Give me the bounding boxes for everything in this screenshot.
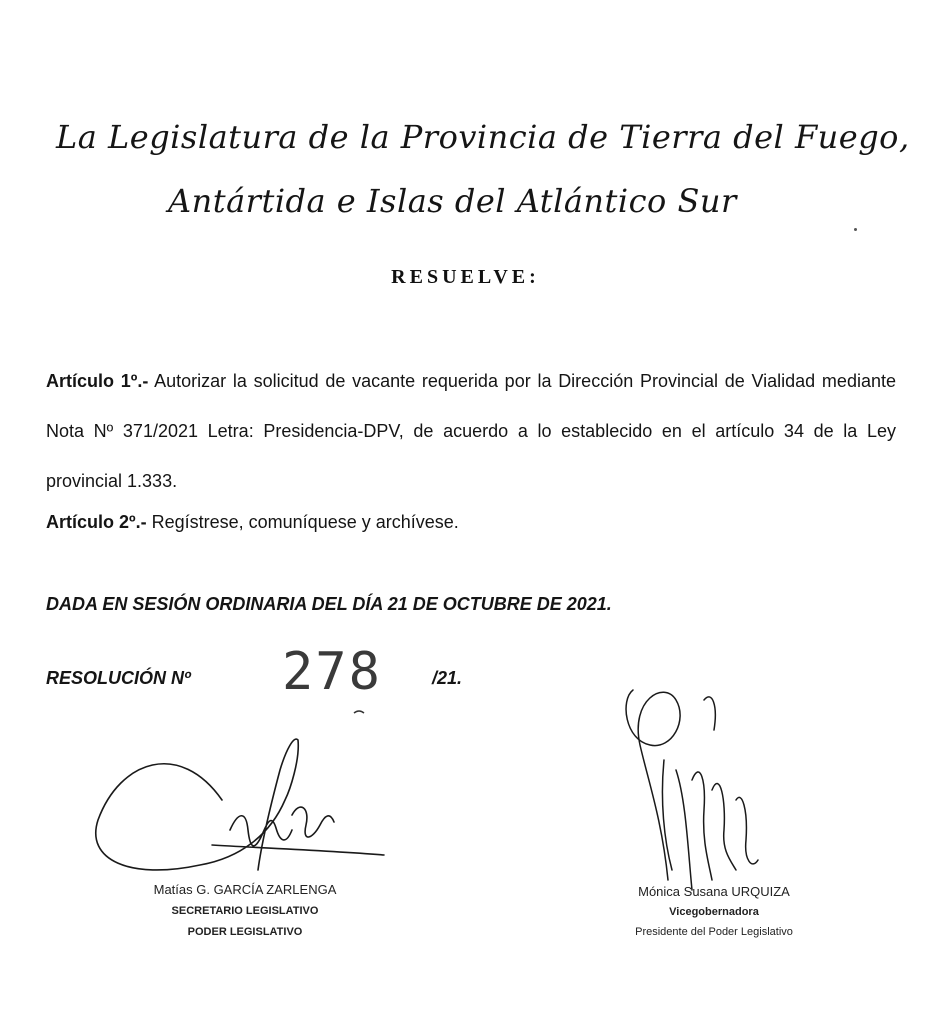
left-signer-body: PODER LEGISLATIVO [187, 926, 303, 938]
legislature-header-line-1: La Legislatura de la Provincia de Tierra del Fuego, [56, 118, 910, 156]
resolution-number-stamp: 278 [282, 642, 382, 702]
article-1-label: Artículo 1º.- [46, 371, 149, 391]
right-signer-title: Vicegobernadora [669, 906, 759, 918]
left-signature [96, 739, 384, 870]
legislature-header-line-2: Antártida e Islas del Atlántico Sur [168, 182, 737, 220]
stamp-mark [354, 711, 364, 713]
right-signature [626, 690, 758, 890]
left-signer-title: SECRETARIO LEGISLATIVO [171, 905, 319, 917]
left-signer-name: Matías G. GARCÍA ZARLENGA [153, 882, 337, 897]
right-signer-name: Mónica Susana URQUIZA [638, 884, 790, 899]
resolution-suffix: /21. [432, 668, 463, 688]
right-signer-body: Presidente del Poder Legislativo [635, 926, 793, 938]
session-statement: DADA EN SESIÓN ORDINARIA DEL DÍA 21 DE OCTUBRE DE 2021. [46, 594, 612, 614]
resolution-label: RESOLUCIÓN Nº [46, 668, 191, 688]
article-1-text: Autorizar la solicitud de vacante requerida por la Dirección Provincial de Vialidad mediante Nota Nº 371/2021 Letra: Presidencia-DPV, de acuerdo a lo establecido en el artículo 34 de la Ley provincial 1.333. [46, 371, 896, 491]
article-2-text: Regístrese, comuníquese y archívese. [151, 512, 459, 532]
article-2-label: Artículo 2º.- [46, 512, 147, 532]
resuelve-heading: RESUELVE: [391, 266, 540, 288]
